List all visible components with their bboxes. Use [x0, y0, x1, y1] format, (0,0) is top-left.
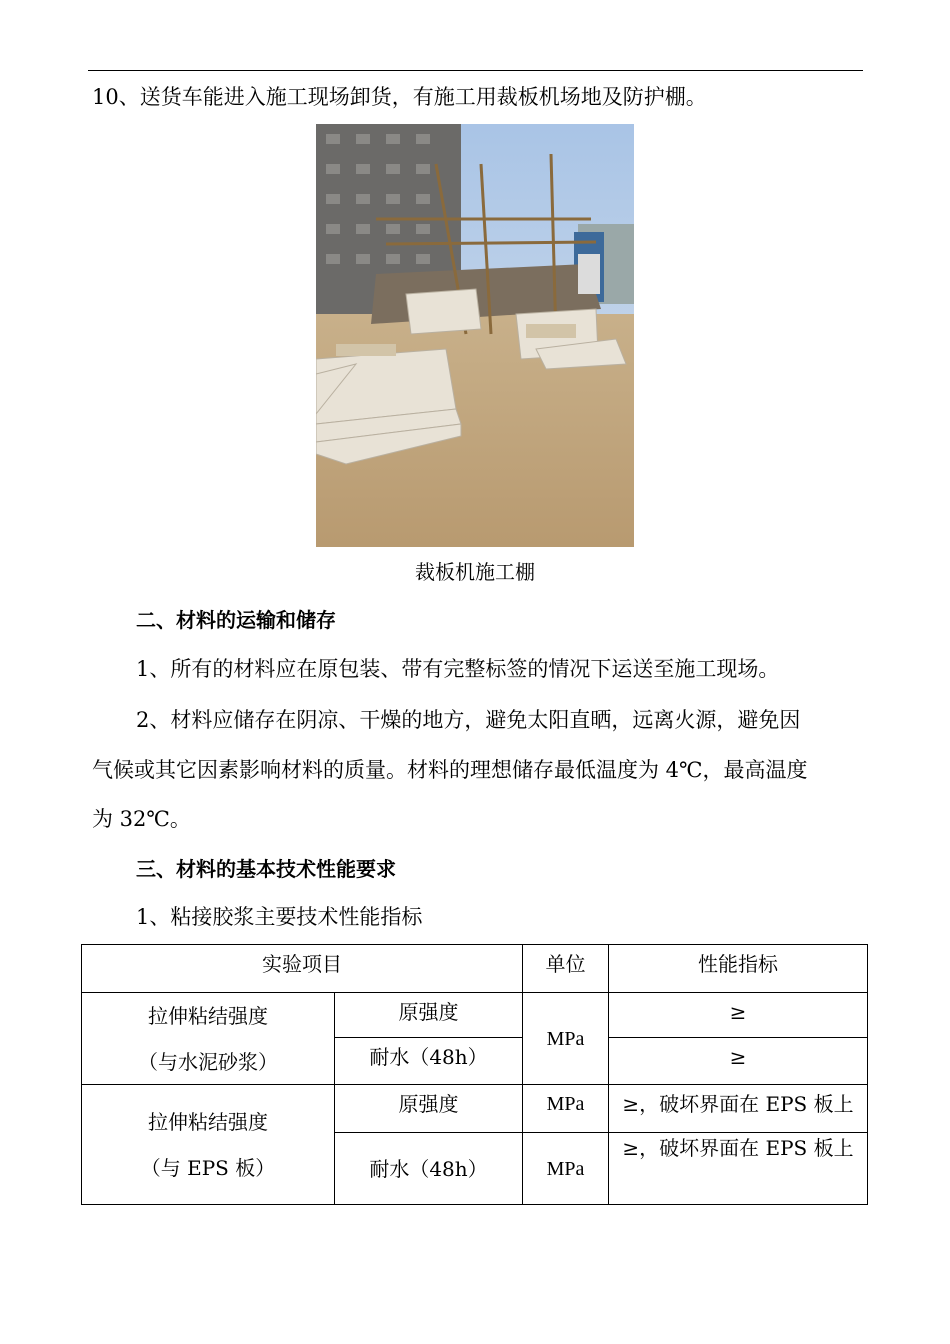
section2-heading: 二、材料的运输和储存	[136, 608, 336, 632]
section2-paragraph2-line3: 为 32℃。	[92, 807, 191, 831]
group1-label: 拉伸粘结强度 （与水泥砂浆）	[82, 993, 335, 1085]
group2-row2-sub: 耐水（48h）	[335, 1133, 523, 1205]
group2-row2-unit: MPa	[523, 1133, 609, 1205]
header-rule	[88, 70, 863, 71]
photo-caption: 裁板机施工棚	[415, 560, 535, 584]
header-spec: 性能指标	[609, 945, 868, 993]
group1-row1-spec: ≥	[609, 993, 868, 1038]
section2-paragraph2-line1: 2、材料应储存在阴凉、干燥的地方，避免太阳直晒，远离火源，避免因	[136, 708, 801, 732]
group1-row1-sub: 原强度	[335, 993, 523, 1038]
header-unit: 单位	[523, 945, 609, 993]
group2-row1-sub: 原强度	[335, 1085, 523, 1133]
intro-line: 10、送货车能进入施工现场卸货，有施工用裁板机场地及防护棚。	[92, 85, 707, 109]
group1-unit: MPa	[523, 993, 609, 1085]
table-row	[82, 1085, 868, 1133]
group2-label: 拉伸粘结强度 （与 EPS 板）	[82, 1085, 335, 1205]
group2-row1-spec: ≥，破坏界面在 EPS 板上	[609, 1085, 868, 1133]
group1-row2-spec: ≥	[609, 1038, 868, 1085]
section2-paragraph2-line2: 气候或其它因素影响材料的质量。材料的理想储存最低温度为 4℃，最高温度	[92, 758, 808, 782]
group2-row1-unit: MPa	[523, 1085, 609, 1133]
section3-subheading: 1、粘接胶浆主要技术性能指标	[136, 905, 423, 929]
construction-shed-photo	[316, 124, 634, 547]
adhesive-spec-table	[81, 944, 868, 1205]
table-row	[82, 993, 868, 1038]
table-header-row	[82, 945, 868, 993]
group1-row2-sub: 耐水（48h）	[335, 1038, 523, 1085]
header-item: 实验项目	[82, 945, 523, 993]
section3-heading: 三、材料的基本技术性能要求	[136, 857, 396, 881]
section2-paragraph1: 1、所有的材料应在原包装、带有完整标签的情况下运送至施工现场。	[136, 657, 780, 681]
group2-row2-spec: ≥，破坏界面在 EPS 板上	[609, 1133, 868, 1205]
